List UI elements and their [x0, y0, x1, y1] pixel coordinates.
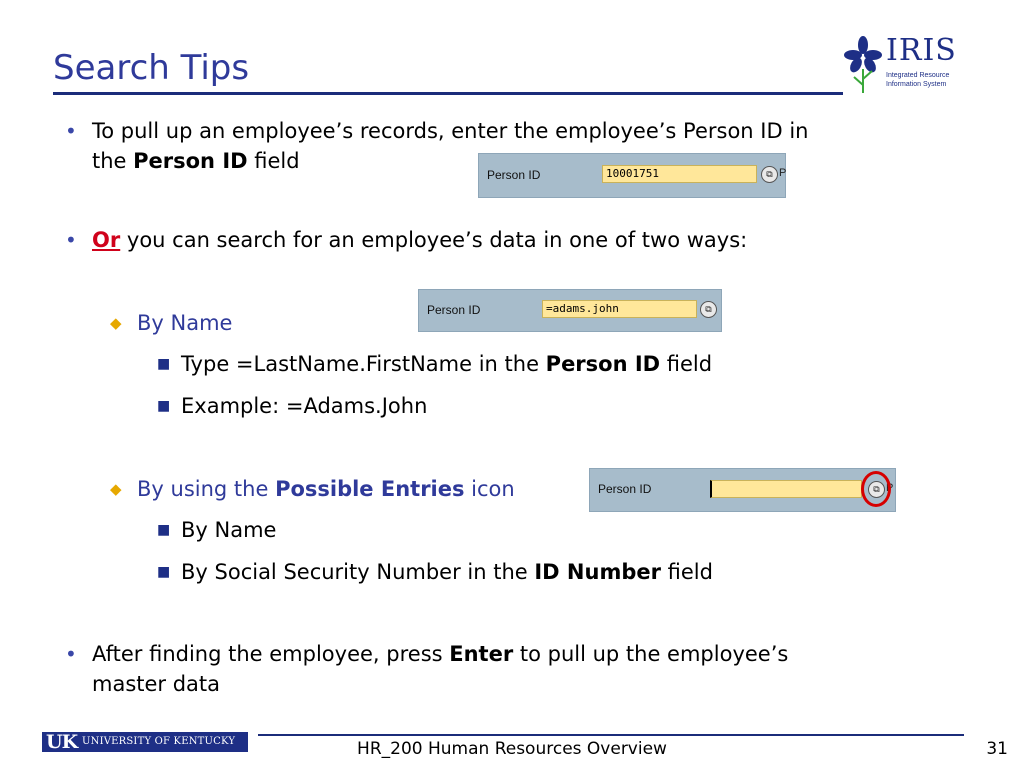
sub-sub-bullet-type [157, 349, 713, 379]
sub-sub-bullet-by-name [157, 515, 277, 545]
bullet-1-text: the [92, 149, 134, 173]
possible-entries-icon[interactable]: ⧉ [700, 301, 717, 318]
person-id-input[interactable]: 10001751 [602, 165, 757, 183]
bullet-1-text-end: field [247, 149, 300, 173]
by-name-text: By Name [181, 518, 277, 542]
bullet-3-text: After finding the employee, press [92, 642, 450, 666]
ssn-text: By Social Security Number in the [181, 560, 535, 584]
bullet-dot-icon: • [65, 642, 77, 666]
bullet-3-bold: Enter [449, 642, 514, 666]
ssn-text-end: field [660, 560, 713, 584]
sub-sub-bullet-ssn [157, 557, 713, 587]
diamond-bullet-icon: ◆ [110, 314, 122, 332]
bullet-2 [65, 225, 748, 255]
uk-mark: UK [46, 731, 78, 753]
bullet-1-line-1: To pull up an employee’s records, enter the employee’s Person ID in [92, 119, 809, 143]
iris-wordmark: IRIS [886, 33, 957, 68]
or-emphasis: Or [92, 228, 121, 252]
bullet-1-bold: Person ID [133, 149, 248, 173]
diamond-bullet-icon: ◆ [110, 480, 122, 498]
footer-text: HR_200 Human Resources Overview [357, 739, 667, 759]
possible-entries-text: By using the [137, 477, 276, 501]
square-bullet-icon: ■ [157, 564, 171, 580]
square-bullet-icon: ■ [157, 398, 171, 414]
bullet-dot-icon: • [65, 119, 77, 143]
sub-sub-bullet-example [157, 391, 428, 421]
person-id-field-example-2 [418, 289, 722, 332]
bullet-3-text-end: to pull up the employee’s [513, 642, 789, 666]
page-number: 31 [986, 739, 1008, 759]
person-id-label: Person ID [598, 482, 652, 496]
bullet-3-line-1 [92, 639, 788, 669]
highlight-circle [861, 471, 894, 507]
title-rule [53, 92, 843, 95]
sub-bullet-possible-entries [110, 474, 515, 504]
iris-subtitle-line2: Information System [886, 81, 947, 88]
square-bullet-icon: ■ [157, 522, 171, 538]
bullet-dot-icon: • [65, 228, 77, 252]
flower-icon [842, 35, 884, 95]
sub-bullet-by-name [110, 308, 233, 338]
person-id-input[interactable]: =adams.john [542, 300, 697, 318]
example-text: Example: =Adams.John [181, 394, 428, 418]
person-id-label: Person ID [427, 303, 481, 317]
square-bullet-icon: ■ [157, 356, 171, 372]
bullet-3-line-2: master data [92, 672, 221, 696]
sub-bullet-by-name-text: By Name [137, 311, 233, 335]
type-bold: Person ID [545, 352, 661, 376]
iris-subtitle [886, 71, 966, 89]
person-id-field-example-1 [478, 153, 786, 198]
possible-entries-icon[interactable]: ⧉ [761, 166, 778, 183]
footer-rule [258, 734, 964, 736]
person-id-label: Person ID [487, 168, 541, 182]
field-tail-text: P [886, 482, 894, 494]
bullet-2-text: you can search for an employee’s data in one of two ways: [120, 228, 748, 252]
possible-entries-text-end: icon [464, 477, 515, 501]
person-id-field-example-3 [589, 468, 896, 512]
uk-name: UNIVERSITY OF KENTUCKY [82, 736, 236, 747]
slide-title: Search Tips [53, 48, 250, 88]
bullet-3 [65, 639, 789, 699]
iris-subtitle-line1: Integrated Resource [886, 72, 950, 79]
type-text-end: field [660, 352, 713, 376]
field-tail-text: P [779, 167, 787, 179]
possible-entries-bold: Possible Entries [275, 477, 465, 501]
type-text: Type =LastName.FirstName in the [181, 352, 546, 376]
possible-entries-icon[interactable]: ⧉ [868, 481, 885, 498]
iris-logo [842, 33, 960, 97]
person-id-input[interactable] [710, 480, 862, 498]
ssn-bold: ID Number [534, 560, 661, 584]
